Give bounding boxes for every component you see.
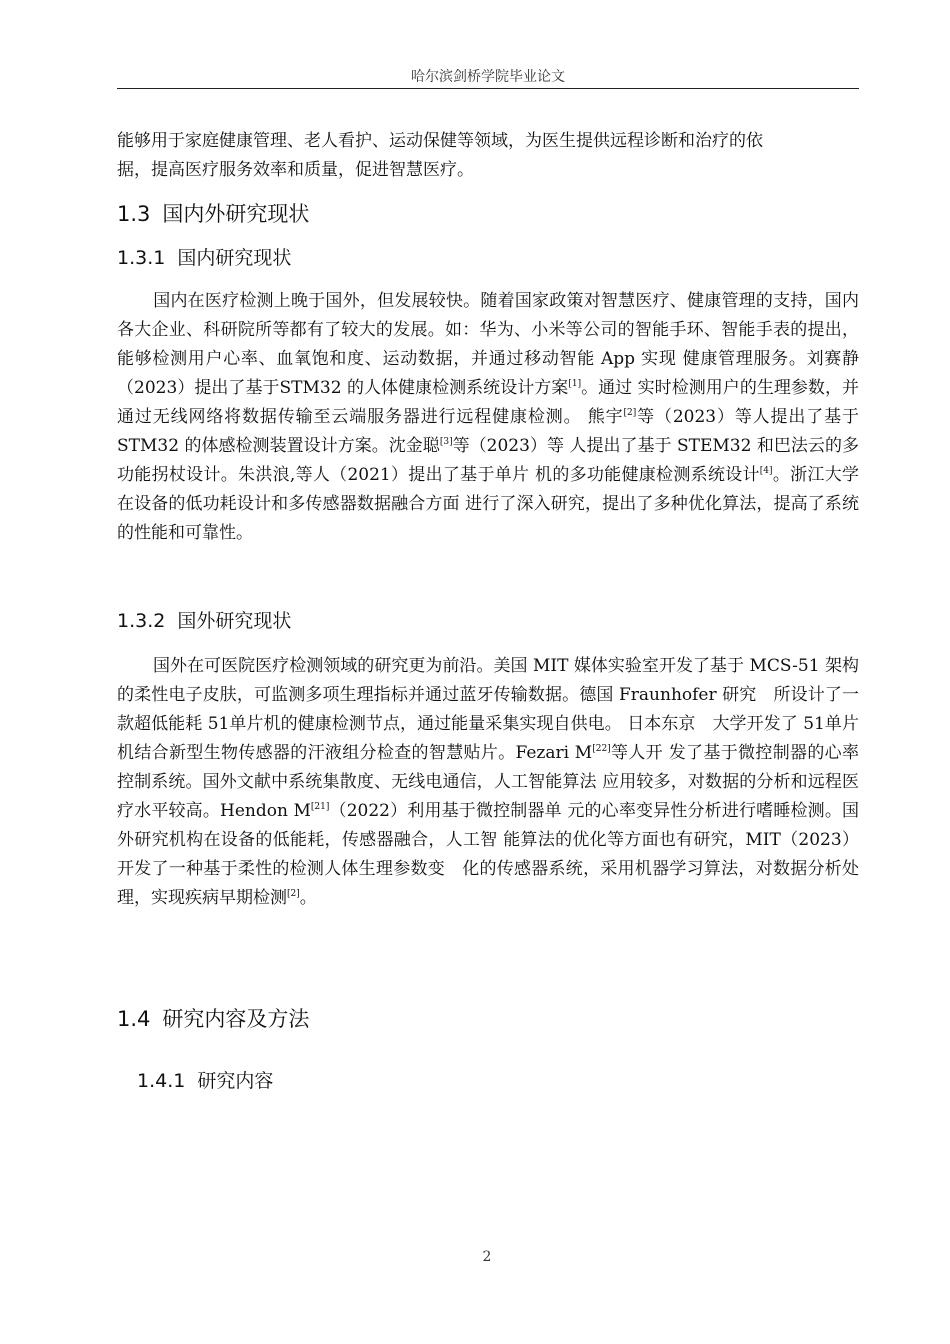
section-title: 国外研究现状	[177, 610, 292, 632]
text-run: 国内在医疗检测上晚于国外，但发展较快。随着国家政策对智慧医疗、健康管理的支持，国内各大企业、科研院所等都有了较大的发展。如：华为、小米等公司的智能手环、智能手表的提出，能够检测用户心率、血氧饱和度、运动数据，并通过移动智能 App 实现 健康管理服务。刘赛静（2023）提出了基于STM32 的人体健康检测系统设计方案	[117, 291, 859, 398]
domestic-research-block	[117, 287, 859, 548]
section-title: 研究内容及方法	[162, 1007, 310, 1031]
text-run: 等（2023）等人提出了基于 STM32 的体感检测装置设计方案。沈金聪	[117, 407, 860, 456]
text-run: 。浙江大学在设备的低功耗设计和多传感器数据融合方面 进行了深入研究，提出了多种优化算法，提高了系统的性能和可靠性。	[117, 465, 859, 543]
section-number: 1.3.1	[117, 247, 166, 269]
section-heading-1-4-1	[137, 1066, 273, 1093]
text-run: （2022）利用基于微控制器单 元的心率变异性分析进行嗜睡检测。国外研究机构在设备的低能耗，传感器融合，人工智 能算法的优化等方面也有研究，MIT（2023）开发了一种基于柔性的检测人体生理参数变 化的传感器系统，采用机器学习算法，对数据分析处理，实现疾病早期检测	[117, 801, 859, 908]
section-number: 1.4	[117, 1007, 151, 1031]
intro-paragraph	[117, 127, 859, 185]
page-header: 哈尔滨剑桥学院毕业论文	[411, 69, 565, 85]
intro-line-2: 据，提高医疗服务效率和质量，促进智慧医疗。	[117, 160, 474, 180]
foreign-research-block	[117, 652, 859, 913]
citation: [2]	[287, 889, 300, 899]
section-heading-1-3-2	[117, 606, 291, 633]
citation: [21]	[310, 802, 330, 812]
page-number: 2	[482, 1249, 492, 1265]
text-run: 等人开 发了基于微控制器的心率控制系统。国外文献中系统集散度、无线电通信，人工智能算法 应用较多，对数据的分析和远程医疗水平较高。Hendon M	[117, 743, 859, 821]
citation: [1]	[568, 379, 582, 389]
section-number: 1.3	[117, 202, 151, 226]
section-heading-1-3	[117, 198, 309, 228]
section-number: 1.4.1	[137, 1070, 186, 1092]
citation: [22]	[592, 744, 611, 754]
foreign-research-paragraph	[117, 652, 859, 913]
intro-continuation	[117, 127, 859, 185]
section-heading-1-4	[117, 1003, 309, 1033]
section-heading-1-3-1	[117, 243, 291, 270]
text-run: 国外在可医院医疗检测领域的研究更为前沿。美国 MIT 媒体实验室开发了基于 MCS-51 架构的柔性电子皮肤，可监测多项生理指标并通过蓝牙传输数据。德国 Fraunhofer 研究 所设计了一款超低能耗 51单片机的健康检测节点，通过能量采集实现自供电。 日本东京 大学开发了 51单片机结合新型生物传感器的汗液组分检查的智慧贴片。Fezari M	[117, 656, 859, 763]
section-title: 国内外研究现状	[162, 202, 310, 226]
citation: [4]	[759, 466, 773, 476]
text-run: 。	[299, 888, 317, 908]
text-run: 。通过 实时检测用户的生理参数，并通过无线网络将数据传输至云端服务器进行远程健康检测。 熊宇	[117, 378, 859, 427]
citation: [2]	[623, 408, 637, 418]
intro-line-1: 能够用于家庭健康管理、老人看护、运动保健等领域，为医生提供远程诊断和治疗的依	[117, 131, 763, 151]
domestic-research-paragraph	[117, 287, 859, 548]
section-number: 1.3.2	[117, 610, 166, 632]
section-title: 国内研究现状	[177, 247, 292, 269]
citation: [3]	[439, 437, 453, 447]
header-divider	[117, 88, 859, 89]
section-title: 研究内容	[197, 1070, 274, 1092]
text-run: 等（2023）等 人提出了基于 STEM32 和巴法云的多功能拐杖设计。朱洪浪,等人（2021）提出了基于单片 机的多功能健康检测系统设计	[117, 436, 859, 485]
